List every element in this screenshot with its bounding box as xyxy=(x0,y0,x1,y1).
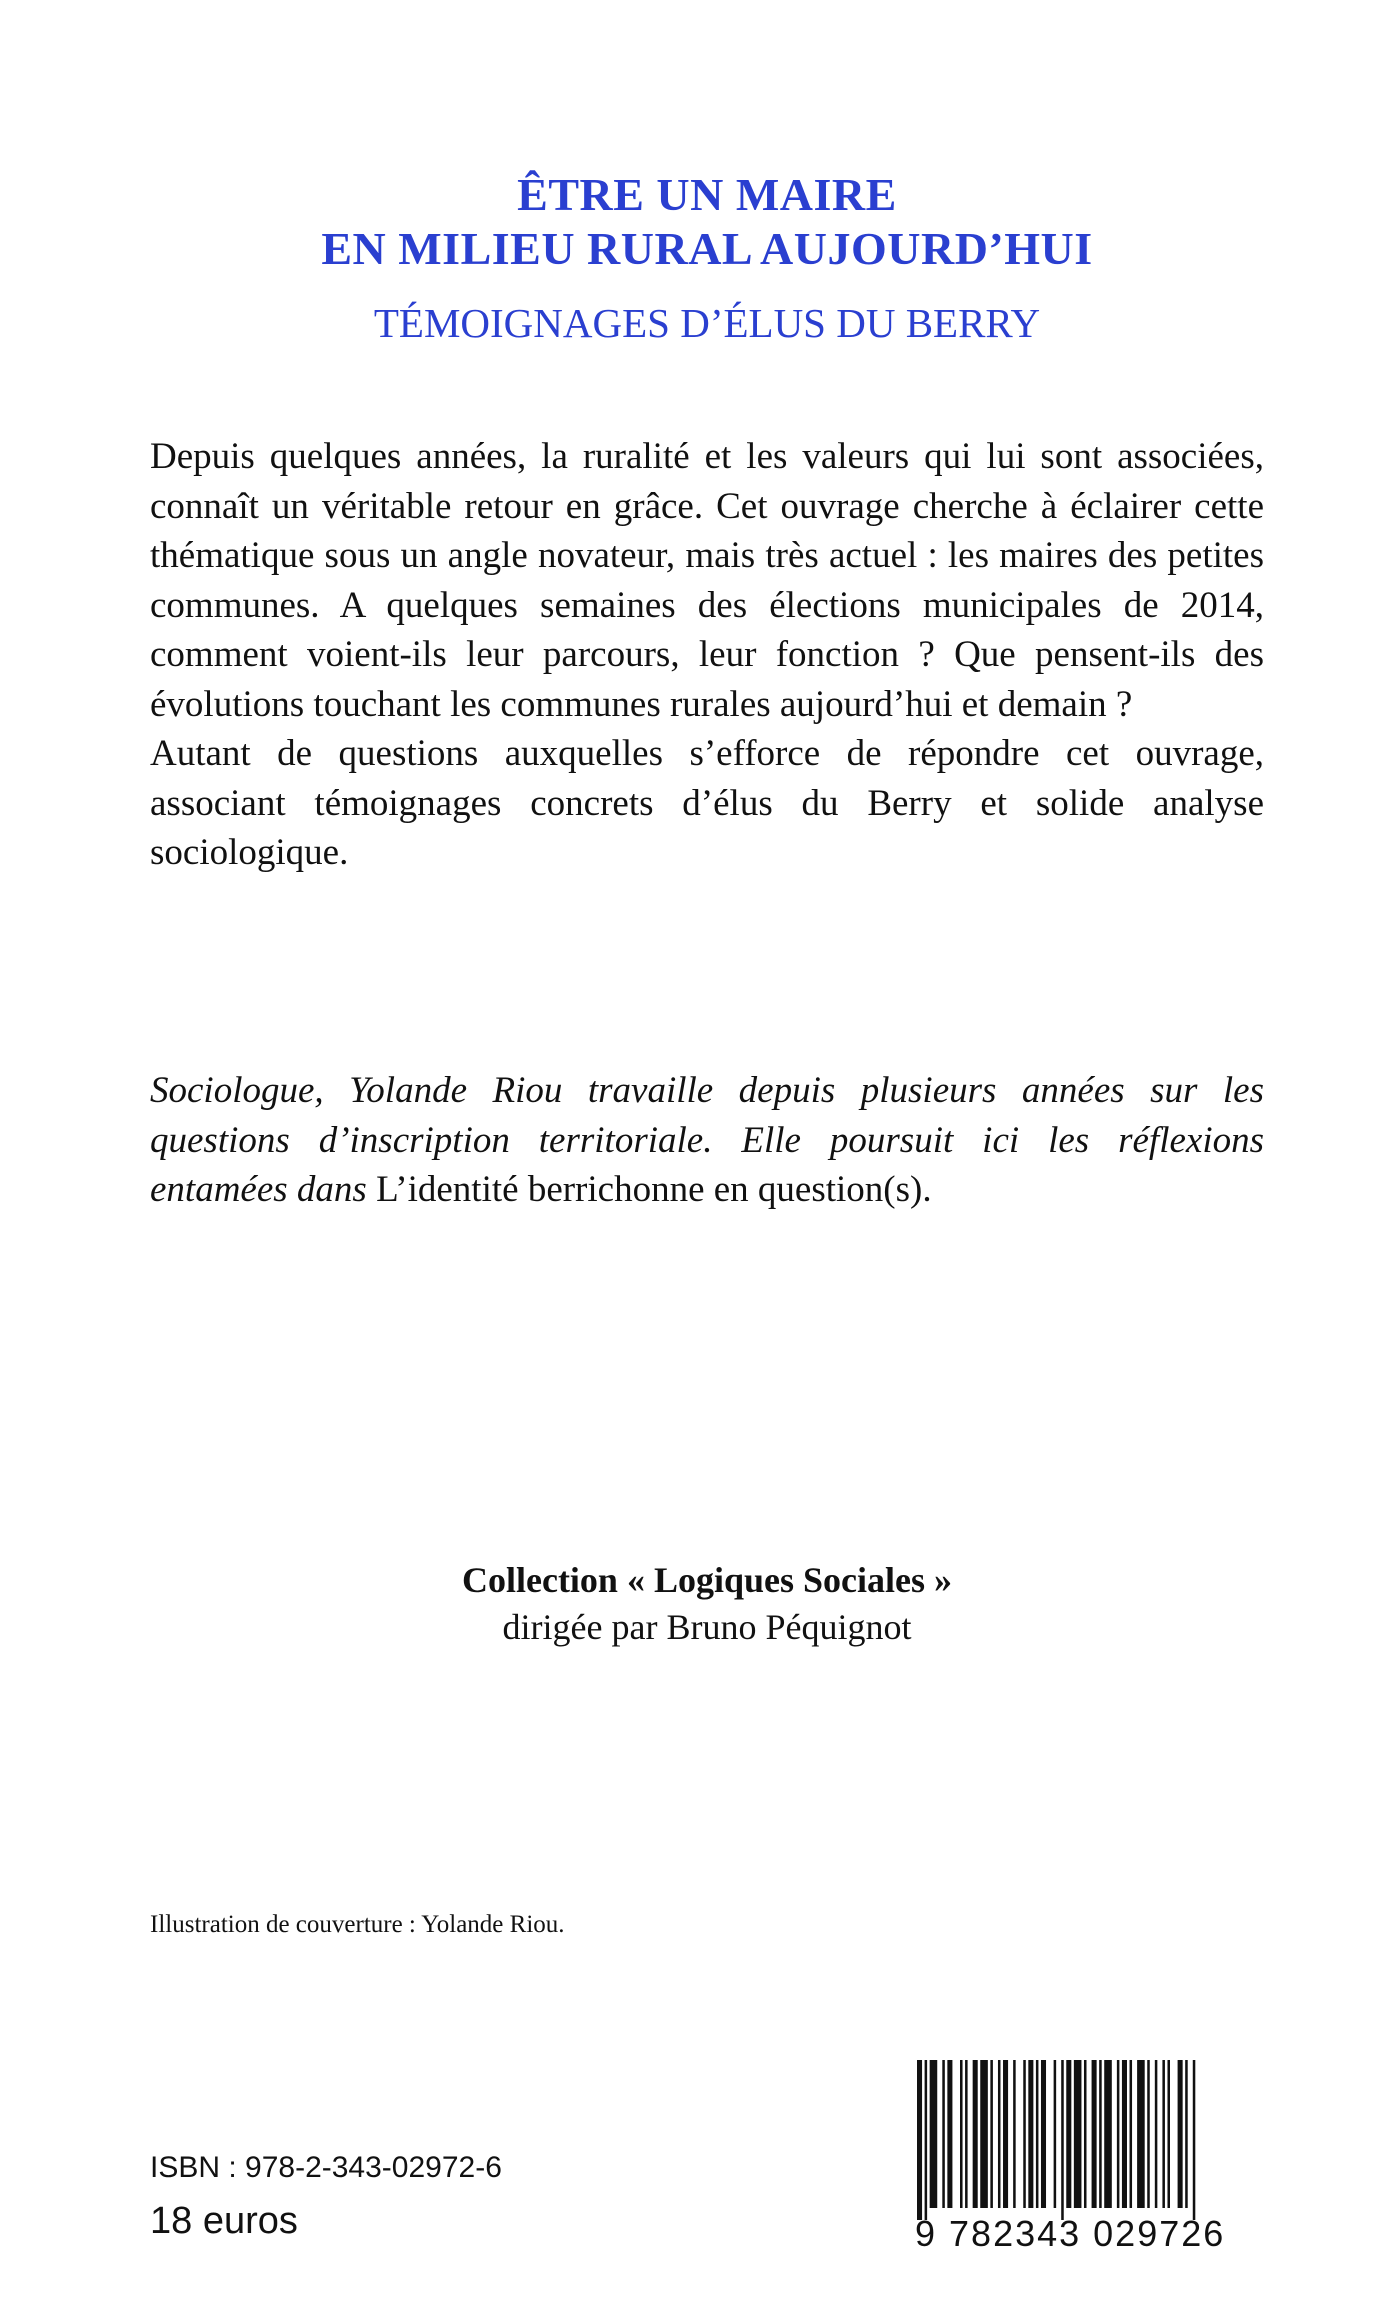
collection-director: dirigée par Bruno Péquignot xyxy=(502,1607,912,1647)
barcode-bar xyxy=(1013,2060,1016,2208)
blurb-paragraph-1: Depuis quelques années, la ruralité et les valeurs qui lui sont associées, connaît un véritable retour en grâce. Cet ouvrage cherche à éclairer cette thématique sous un angle novateur, mais très actuel : les maires des petites communes. A quelques semaines des élections municipales de 2014, comment voient-ils leur parcours, leur fonction ? Que pensent-ils des évolutions touchant les communes rurales aujourd’hui et demain ? xyxy=(150,436,1264,725)
barcode-bar xyxy=(1147,2060,1150,2208)
isbn: ISBN : 978-2-343-02972-6 xyxy=(150,2151,502,2184)
barcode-bar xyxy=(1162,2060,1165,2208)
barcode-bar xyxy=(1099,2060,1102,2208)
barcode-bar xyxy=(980,2060,988,2208)
barcode xyxy=(915,2060,1267,2260)
price: 18 euros xyxy=(150,2200,298,2242)
barcode-bar xyxy=(960,2060,963,2208)
barcode-bar xyxy=(942,2060,945,2208)
barcode-digits: 9 782343 029726 xyxy=(915,2213,1226,2254)
blurb-paragraph-2: Autant de questions auxquelles s’efforce de répondre cet ouvrage, associant témoignages concrets d’élus du Berry et solide analyse sociologique. xyxy=(150,733,1264,873)
barcode-bar xyxy=(1137,2060,1145,2208)
author-previous-book-title: L’identité berrichonne en question(s). xyxy=(376,1169,932,1210)
author-bio-space xyxy=(367,1169,376,1210)
barcode-bar xyxy=(1167,2060,1170,2208)
barcode-bar xyxy=(973,2060,978,2208)
barcode-bar xyxy=(1117,2060,1120,2208)
barcode-bar xyxy=(917,2060,922,2220)
barcode-bar xyxy=(930,2060,938,2208)
barcode-bar xyxy=(1041,2060,1046,2208)
barcode-bar xyxy=(965,2060,968,2208)
barcode-bar xyxy=(1023,2060,1026,2208)
barcode-bar xyxy=(1036,2060,1039,2208)
barcode-bar xyxy=(1003,2060,1008,2208)
blurb xyxy=(150,432,1264,878)
barcode-bar xyxy=(1104,2060,1112,2208)
barcode-bar xyxy=(1066,2060,1071,2208)
barcode-bar xyxy=(1092,2060,1097,2208)
barcode-bar xyxy=(1130,2060,1133,2208)
barcode-bar xyxy=(1122,2060,1127,2208)
barcode-bar xyxy=(998,2060,1001,2208)
barcode-bar xyxy=(990,2060,993,2208)
illustration-credit: Illustration de couverture : Yolande Riou. xyxy=(150,1911,565,1938)
book-subtitle: TÉMOIGNAGES D’ÉLUS DU BERRY xyxy=(373,300,1041,346)
title-block xyxy=(150,168,1264,348)
barcode-bars xyxy=(915,2060,1267,2220)
collection-info xyxy=(150,1557,1264,1651)
barcode-bar xyxy=(1074,2060,1082,2208)
barcode-bar xyxy=(1028,2060,1033,2208)
author-bio xyxy=(150,1066,1264,1215)
barcode-bar xyxy=(1084,2060,1087,2208)
barcode-bar xyxy=(1054,2060,1057,2208)
author-bio-paragraph xyxy=(150,1066,1264,1215)
author-bio-italic: Sociologue, Yolande Riou travaille depuis plusieurs années sur les questions d’inscription territoriale. Elle poursuit ici les réflexions entamées dans xyxy=(150,1070,1264,1210)
barcode-bar xyxy=(1155,2060,1158,2208)
barcode-bar xyxy=(925,2060,928,2220)
barcode-bar xyxy=(1061,2060,1064,2220)
collection-name: Collection « Logiques Sociales » xyxy=(461,1560,952,1600)
barcode-bar xyxy=(1185,2060,1188,2208)
barcode-bar xyxy=(1193,2060,1196,2220)
barcode-bar xyxy=(1178,2060,1183,2208)
book-title-line1: ÊTRE UN MAIRE xyxy=(517,169,897,220)
book-title-line2: EN MILIEU RURAL AUJOURD’HUI xyxy=(321,223,1093,274)
barcode-bar xyxy=(947,2060,952,2208)
